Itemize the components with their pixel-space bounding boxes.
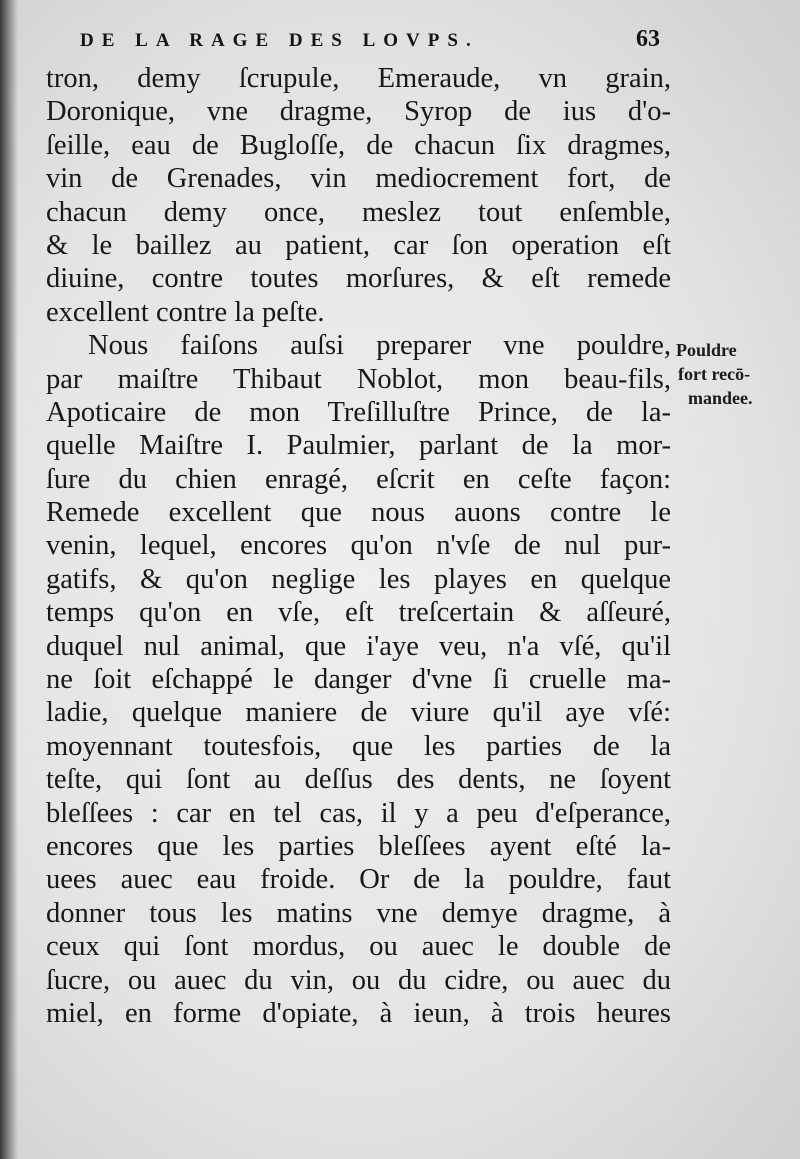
text-line: Doronique, vne dragme, Syrop de ius d'o-: [46, 96, 671, 128]
text-line: ceux qui ſont mordus, ou auec le double de: [46, 931, 671, 963]
text-line: venin, lequel, encores qu'on n'vſe de nul pur-: [46, 530, 671, 562]
body-text: [46, 62, 671, 1030]
text-line: moyennant toutesfois, que les parties de la: [46, 730, 671, 762]
text-line: Apoticaire de mon Treſilluſtre Prince, de la-: [46, 396, 671, 428]
text-line: par maiſtre Thibaut Noblot, mon beau-fils,: [46, 363, 671, 395]
page-gutter-shadow: [0, 0, 18, 1159]
text-line: vin de Grenades, vin mediocrement fort, de: [46, 163, 671, 195]
text-line: ladie, quelque maniere de viure qu'il aye vſé:: [46, 697, 671, 729]
page-header: [80, 26, 660, 60]
text-line: ne ſoit eſchappé le danger d'vne ſi cruelle ma-: [46, 664, 671, 696]
text-line: quelle Maiſtre I. Paulmier, parlant de la mor-: [46, 430, 671, 462]
marginal-note-line: fort recō-: [678, 364, 751, 384]
marginal-note: [676, 338, 791, 410]
running-head: DE LA RAGE DES LOVPS.: [80, 30, 479, 51]
text-line: encores que les parties bleſſees ayent eſté la-: [46, 830, 671, 862]
text-line: ſure du chien enragé, eſcrit en ceſte façon:: [46, 463, 671, 495]
marginal-note-line: Pouldre: [676, 340, 737, 360]
page-number: 63: [636, 26, 660, 52]
text-line: excellent contre la peſte.: [46, 296, 325, 328]
text-line: ſucre, ou auec du vin, ou du cidre, ou auec du: [46, 964, 671, 996]
marginal-note-line: mandee.: [688, 388, 753, 408]
text-line: & le baillez au patient, car ſon operation eſt: [46, 229, 671, 261]
text-line: Remede excellent que nous auons contre le: [46, 497, 671, 529]
text-line: temps qu'on en vſe, eſt treſcertain & aſſeuré,: [46, 597, 671, 629]
text-line: Nous faiſons auſsi preparer vne pouldre,: [88, 330, 671, 362]
text-line: ſeille, eau de Bugloſſe, de chacun ſix dragmes,: [46, 129, 671, 161]
text-line: miel, en forme d'opiate, à ieun, à trois heures: [46, 997, 671, 1029]
text-line: diuine, contre toutes morſures, & eſt remede: [46, 263, 671, 295]
text-line: donner tous les matins vne demye dragme, à: [46, 897, 671, 929]
text-line: uees auec eau froide. Or de la pouldre, faut: [46, 864, 671, 896]
text-line: tron, demy ſcrupule, Emeraude, vn grain,: [46, 63, 671, 94]
text-line: chacun demy once, meslez tout enſemble,: [46, 196, 671, 228]
text-line: duquel nul animal, que i'aye veu, n'a vſé, qu'il: [46, 630, 671, 662]
text-line: bleſſees : car en tel cas, il y a peu d'eſperance,: [46, 797, 671, 829]
text-line: teſte, qui ſont au deſſus des dents, ne ſoyent: [46, 764, 671, 796]
text-line: gatifs, & qu'on neglige les playes en quelque: [46, 563, 671, 595]
